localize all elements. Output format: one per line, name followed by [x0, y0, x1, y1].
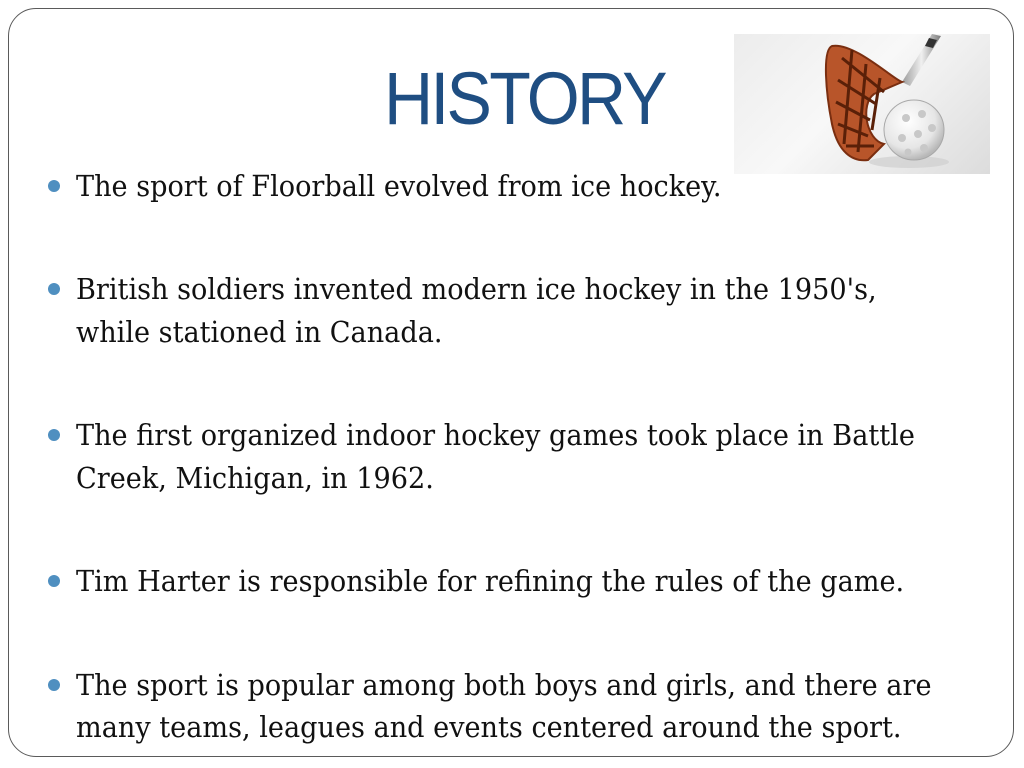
bullet-text: The sport of Floorball evolved from ice hockey. [76, 169, 722, 203]
bullet-text: The first organized indoor hockey games took place in Battle [76, 418, 915, 452]
bullet-text: Creek, Michigan, in 1962. [76, 461, 434, 495]
bullet-text: British soldiers invented modern ice hockey in the 1950's, [76, 272, 877, 306]
bullet-dot-icon [48, 283, 60, 295]
bullet-dot-icon [48, 679, 60, 691]
bullet-text: The sport is popular among both boys and girls, and there are [76, 668, 932, 702]
bullet-text: many teams, leagues and events centered around the sport. [76, 710, 902, 744]
bullet-text: Tim Harter is responsible for refining the rules of the game. [76, 564, 905, 598]
slide-title: HISTORY [384, 57, 665, 140]
bullet-dot-icon [48, 575, 60, 587]
bullet-dot-icon [48, 429, 60, 441]
bullet-dot-icon [48, 180, 60, 192]
bullet-text: while stationed in Canada. [76, 315, 443, 349]
